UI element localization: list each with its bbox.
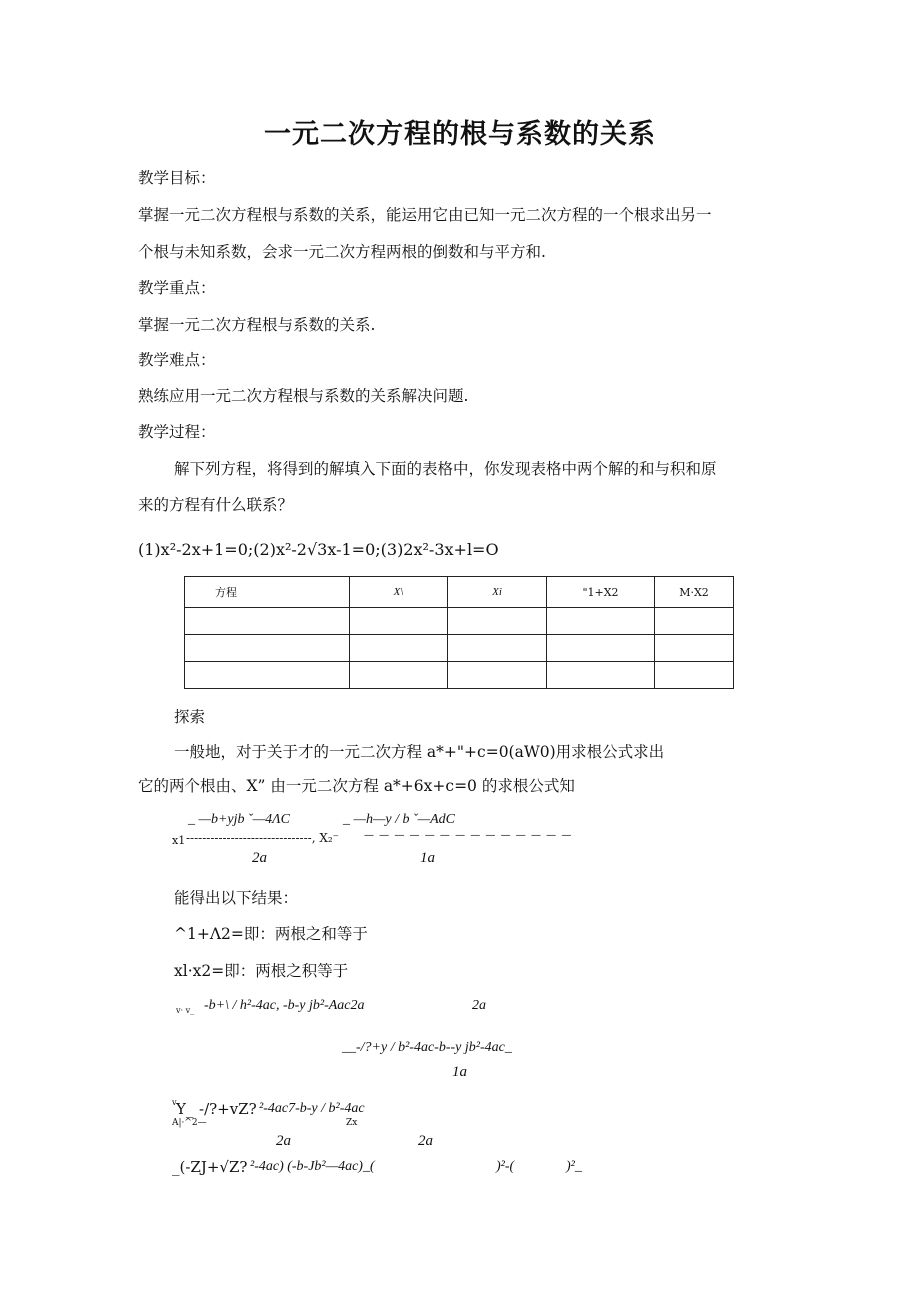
derivation-line-2: __-/?+y / b²-4ac-b--y jb²-4ac_ <box>342 1040 512 1055</box>
table-cell <box>185 662 350 689</box>
derivation-line-4-c: )²-( <box>496 1159 515 1174</box>
difficulty-text: 熟练应用一元二次方程根与系数的关系解决问题. <box>138 387 469 405</box>
keypoints-heading: 教学重点： <box>138 279 216 297</box>
result-sum: ^1+Λ2=即：两根之和等于 <box>174 925 368 943</box>
objectives-line-2: 个根与未知系数，会求一元二次方程两根的倒数和与平方和. <box>138 243 546 261</box>
derivation-line-3-y: Y_ <box>176 1100 194 1118</box>
table-cell <box>547 608 655 635</box>
table-cell <box>655 608 734 635</box>
table-cell <box>350 635 448 662</box>
formula-x2-fraction-line: — — — — — — — — — — — — — — <box>364 830 573 841</box>
solutions-table <box>184 576 734 689</box>
objectives-heading: 教学目标： <box>138 169 216 187</box>
table-row <box>185 662 734 689</box>
table-cell <box>448 662 547 689</box>
formula-denominator-1: 2a <box>252 850 267 866</box>
derivation-line-3-sub-left: A|·^2— <box>172 1118 207 1128</box>
table-row <box>185 635 734 662</box>
table-header-cell: 方程 <box>185 577 350 608</box>
table-cell <box>655 635 734 662</box>
page-title: 一元二次方程的根与系数的关系 <box>264 119 656 150</box>
formula-numerator-2: _ —h—y / b ˇ—AdC <box>343 812 455 827</box>
formula-numerator-1: _ —b+yjb ˇ—4ΛC <box>188 812 290 827</box>
results-intro: 能得出以下结果： <box>174 889 299 907</box>
process-heading: 教学过程： <box>138 423 216 441</box>
derivation-line-2-denominator: 1a <box>452 1064 467 1080</box>
derivation-line-1: -b+\ / h²-4ac, -b-y jb²-Aac2a <box>204 998 365 1013</box>
table-cell <box>350 662 448 689</box>
difficulty-heading: 教学难点： <box>138 351 216 369</box>
derivation-line-4-d: )²_ <box>566 1159 582 1174</box>
table-header-cell: X\ <box>350 577 448 608</box>
derivation-line-1-prefix: v· v_ <box>176 1006 195 1015</box>
derivation-line-4-a: _(-ZJ+√Z? <box>172 1158 248 1176</box>
table-cell <box>185 635 350 662</box>
table-cell <box>547 635 655 662</box>
intro-line-1: 解下列方程，将得到的解填入下面的表格中，你发现表格中两个解的和与积和原 <box>174 460 717 478</box>
derivation-line-1-right: 2a <box>472 998 486 1013</box>
table-row <box>185 608 734 635</box>
table-cell <box>655 662 734 689</box>
formula-x1-fraction-line: -------------------------------, X₂⁻ <box>186 831 340 845</box>
table-header-cell: Xi <box>448 577 547 608</box>
derivation-line-3-denominator-1: 2a <box>276 1133 291 1149</box>
explore-label: 探索 <box>174 708 206 726</box>
formula-denominator-2: 1a <box>420 850 435 866</box>
table-header-cell: "1+X2 <box>547 577 655 608</box>
derivation-line-3-b: ²-4ac7-b-y / b²-4ac <box>259 1101 365 1116</box>
table-cell <box>185 608 350 635</box>
derivation-line-3-sup: v <box>172 1098 177 1107</box>
intro-line-2: 来的方程有什么联系？ <box>138 496 294 514</box>
table-header-cell: M·X2 <box>655 577 734 608</box>
derivation-line-3-denominator-2: 2a <box>418 1133 433 1149</box>
table-header-row <box>185 577 734 608</box>
derivation-line-3-sub-right: Zx <box>346 1118 358 1128</box>
objectives-line-1: 掌握一元二次方程根与系数的关系，能运用它由已知一元二次方程的一个根求出另一 <box>138 206 712 224</box>
table-cell <box>350 608 448 635</box>
equations-line: (1)x²-2x+1=0;(2)x²-2√3x-1=0;(3)2x²-3x+l=O <box>138 540 499 559</box>
general-line-1: 一般地，对于关于才的一元二次方程 a*+"+c=0(aW0)用求根公式求出 <box>174 743 665 761</box>
table-cell <box>547 662 655 689</box>
result-product: xl·x2=即：两根之积等于 <box>174 962 349 980</box>
derivation-line-3-a: -/?+vZ? <box>199 1100 257 1118</box>
keypoints-text: 掌握一元二次方程根与系数的关系. <box>138 316 376 334</box>
general-line-2: 它的两个根由、X” 由一元二次方程 a*+6x+c=0 的求根公式知 <box>138 777 575 795</box>
derivation-line-4-b: ²-4ac) (-b-Jb²—4ac)_( <box>250 1159 375 1174</box>
formula-x1-label: x1 <box>172 834 186 847</box>
table-cell <box>448 608 547 635</box>
table-cell <box>448 635 547 662</box>
